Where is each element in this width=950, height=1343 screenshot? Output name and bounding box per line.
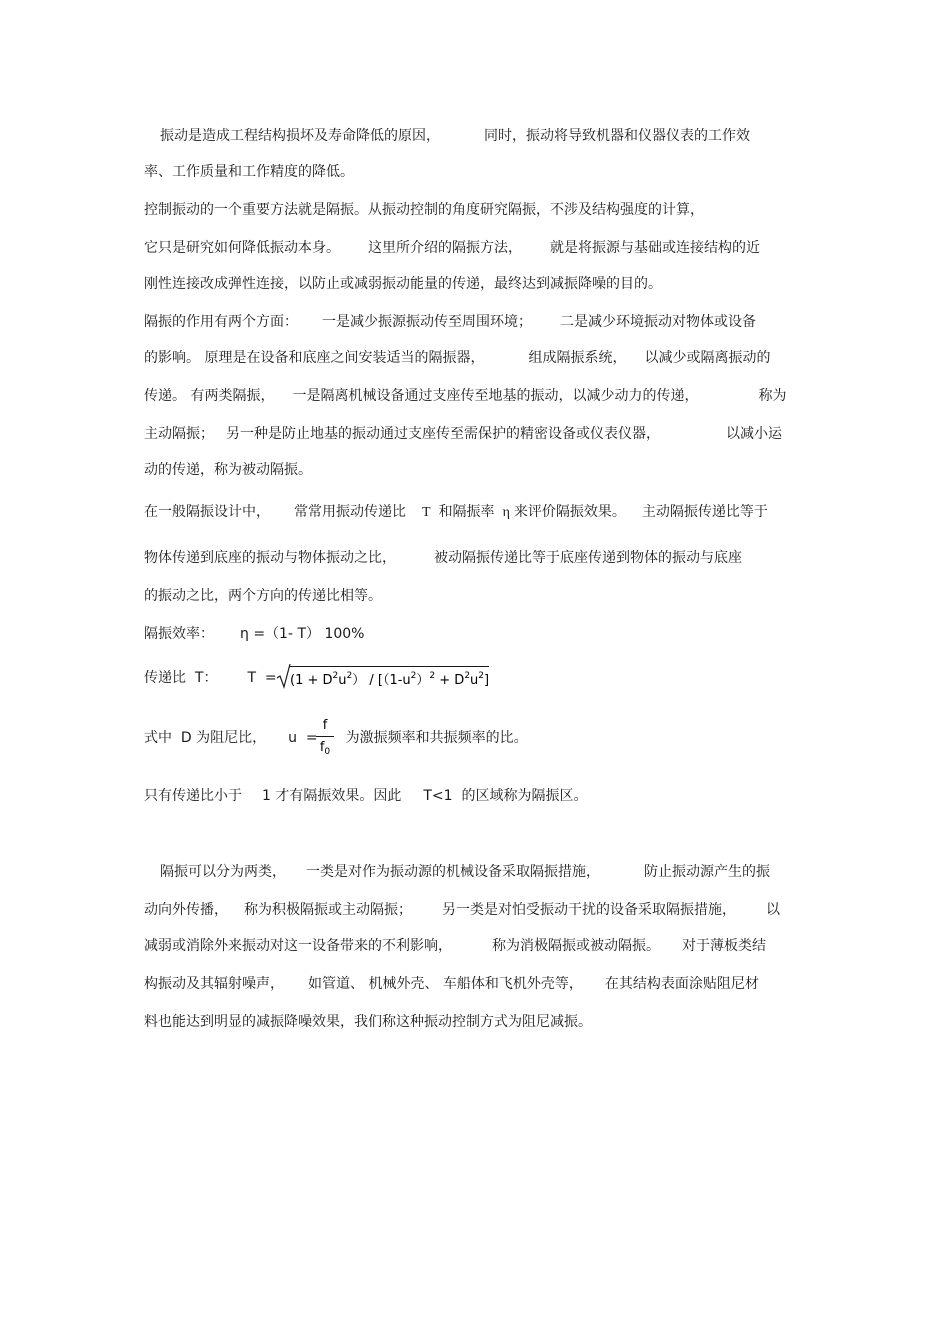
text: 另一种是防止地基的振动通过支座传至需保护的精密设备或仪表仪器， bbox=[226, 426, 660, 442]
text: 在其结构表面涂贴阻尼材 bbox=[604, 976, 759, 992]
text: 同时，振动将导致机器和仪器仪表的工作效 bbox=[484, 128, 750, 144]
formula-u-line bbox=[144, 728, 528, 748]
text: 式中 D 为阻尼比， bbox=[144, 730, 267, 746]
text: 以减少或隔离振动的 bbox=[644, 350, 771, 366]
para6-line1 bbox=[160, 862, 770, 882]
para4-line1 bbox=[144, 502, 768, 523]
symbol-eta: η bbox=[502, 505, 510, 520]
formula-transmissibility-label bbox=[144, 668, 277, 688]
exponent: 2 bbox=[332, 671, 339, 681]
radicand-part: (1 + D bbox=[290, 673, 333, 688]
text: 二是减少环境振动对物体或设备 bbox=[560, 314, 756, 330]
exponent: 2 bbox=[429, 671, 436, 681]
text: T<1 的区域称为隔振区。 bbox=[423, 788, 588, 804]
para3-line2 bbox=[144, 348, 770, 368]
text: 就是将振源与基础或连接结构的近 bbox=[550, 240, 760, 256]
para6-line4 bbox=[144, 974, 759, 994]
text: 刚性连接改成弹性连接，以防止或减弱振动能量的传递，最终达到减振降噪的目的。 bbox=[144, 276, 662, 292]
text: 振动是造成工程结构损坏及寿命降低的原因， bbox=[160, 128, 440, 144]
text: 动的传递，称为被动隔振。 bbox=[144, 462, 312, 478]
fraction-bar bbox=[316, 736, 334, 737]
text: 它只是研究如何降低振动本身。 bbox=[144, 240, 340, 256]
text: 一类是对作为振动源的机械设备采取隔振措施， bbox=[306, 864, 600, 880]
radicand-part: ） / [（1-u bbox=[352, 673, 411, 688]
text: 和隔振率 bbox=[438, 504, 495, 520]
denominator bbox=[316, 740, 334, 755]
text: 减弱或消除外来振动对这一设备带来的不利影响， bbox=[144, 938, 452, 954]
para3-line3 bbox=[144, 386, 786, 406]
para4-line3 bbox=[144, 586, 382, 606]
radicand-part: u bbox=[338, 673, 347, 688]
para6-line2 bbox=[144, 900, 780, 920]
text: 被动隔振传递比等于底座传递到物体的振动与底座 bbox=[434, 550, 742, 566]
text: 的影响。 原理是在设备和底座之间安装适当的隔振器， bbox=[144, 350, 485, 366]
text: 隔振可以分为两类， bbox=[160, 864, 286, 880]
formula-label: 传递比 T： bbox=[144, 670, 218, 686]
text: 常常用振动传递比 bbox=[294, 504, 406, 520]
text: 在一般隔振设计中， bbox=[144, 504, 270, 520]
text: 以 bbox=[766, 902, 780, 918]
exponent: 2 bbox=[464, 671, 471, 681]
formula-efficiency bbox=[144, 624, 365, 644]
text: 构振动及其辐射噪声， bbox=[144, 976, 284, 992]
text: 只有传递比小于 bbox=[144, 788, 242, 804]
text: 控制振动的一个重要方法就是隔振。从振动控制的角度研究隔振，不涉及结构强度的计算， bbox=[144, 202, 704, 218]
text: 动向外传播， bbox=[144, 902, 228, 918]
text: 称为消极隔振或被动隔振。 bbox=[492, 938, 660, 954]
text: 主动隔振传递比等于 bbox=[641, 504, 768, 520]
text: 传递。 有两类隔振， bbox=[144, 388, 275, 404]
text: 来评价隔振效果。 bbox=[513, 504, 626, 520]
text: 物体传递到底座的振动与物体振动之比， bbox=[144, 550, 396, 566]
text: 这里所介绍的隔振方法， bbox=[368, 240, 522, 256]
text: 隔振的作用有两个方面： bbox=[144, 314, 298, 330]
text: 料也能达到明显的减振降噪效果，我们称这种振动控制方式为阻尼减振。 bbox=[144, 1014, 592, 1030]
para6-line3 bbox=[144, 936, 766, 956]
text: 为激振频率和共振频率的比。 bbox=[345, 730, 528, 746]
exponent: 2 bbox=[410, 671, 417, 681]
para1-line2 bbox=[144, 162, 354, 182]
numerator: f bbox=[322, 718, 328, 733]
text: 称为积极隔振或主动隔振； bbox=[244, 902, 412, 918]
para6-line5 bbox=[144, 1012, 592, 1032]
para1-line1 bbox=[160, 126, 750, 146]
symbol-T: T bbox=[422, 505, 431, 520]
denominator-f: f bbox=[319, 740, 325, 755]
text: 组成隔振系统， bbox=[528, 350, 627, 366]
exponent: 2 bbox=[346, 671, 353, 681]
para4-line2 bbox=[144, 548, 742, 568]
para2-line3 bbox=[144, 274, 662, 294]
text: 一是隔离机械设备通过支座传至地基的振动，以减少动力的传递， bbox=[292, 388, 699, 404]
para5-line1 bbox=[144, 786, 587, 806]
para2-line1 bbox=[144, 200, 704, 220]
text: 如管道、 机械外壳、 车船体和飞机外壳等， bbox=[308, 976, 583, 992]
text: 对于薄板类结 bbox=[682, 938, 766, 954]
text: 1 才有隔振效果。因此 bbox=[262, 788, 402, 804]
text: 防止振动源产生的振 bbox=[644, 864, 770, 880]
text: 的振动之比，两个方向的传递比相等。 bbox=[144, 588, 382, 604]
para2-line2 bbox=[144, 238, 760, 258]
text: 一是减少振源振动传至周围环境； bbox=[322, 314, 532, 330]
formula-lhs: T = bbox=[247, 670, 277, 686]
text: 另一类是对怕受振动干扰的设备采取隔振措施， bbox=[442, 902, 736, 918]
text: 主动隔振； bbox=[144, 426, 214, 442]
para3-line4 bbox=[144, 424, 782, 444]
text: 以减小运 bbox=[726, 426, 782, 442]
formula-lhs: u = bbox=[288, 730, 318, 746]
fraction-f-over-f0 bbox=[316, 718, 334, 755]
radicand-part: ] bbox=[484, 673, 490, 688]
subscript: 0 bbox=[324, 747, 331, 757]
radicand-part: u bbox=[470, 673, 479, 688]
text: 率、工作质量和工作精度的降低。 bbox=[144, 164, 354, 180]
formula-label: 隔振效率： bbox=[144, 626, 214, 642]
para3-line1 bbox=[144, 312, 756, 332]
exponent: 2 bbox=[478, 671, 485, 681]
formula-radicand bbox=[290, 666, 489, 688]
radicand-part: + D bbox=[435, 673, 465, 688]
text: 称为 bbox=[758, 388, 787, 404]
radicand-part: ） bbox=[416, 673, 430, 688]
para3-line5 bbox=[144, 460, 312, 480]
formula-expr: η =（1- T） 100% bbox=[240, 626, 365, 642]
